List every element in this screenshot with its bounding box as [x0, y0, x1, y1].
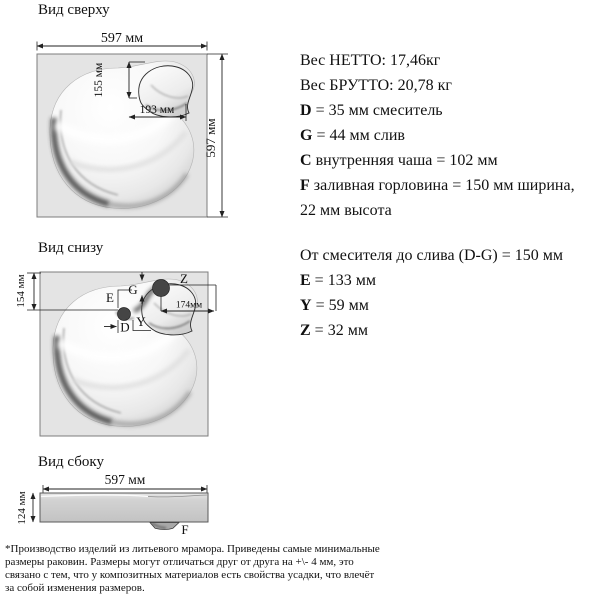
spec-value: = 44 мм слив: [312, 127, 405, 144]
label-d: D: [120, 319, 130, 335]
footnote: [5, 543, 425, 595]
label-g: G: [128, 282, 138, 297]
spec-line: [300, 173, 598, 198]
spec-key: Y: [300, 297, 312, 314]
dim-spout-width: 193 мм: [139, 104, 175, 116]
spec-line: [300, 48, 598, 73]
spec-line: [300, 98, 598, 123]
label-z: Z: [180, 271, 188, 286]
footnote-line: за собой изменения размеров.: [5, 582, 145, 594]
spec-key: F: [300, 177, 310, 194]
spec-line: [300, 268, 598, 293]
top-view-drawing: [28, 26, 250, 224]
drain-hole: [153, 280, 170, 297]
spec-line: [300, 123, 598, 148]
spec-key: C: [300, 152, 312, 169]
spec-key: D: [300, 102, 312, 119]
sink-body: [50, 61, 194, 209]
side-profile-body: [40, 493, 208, 522]
top-view-title: Вид сверху: [38, 2, 110, 18]
spec-line: [300, 198, 598, 223]
spec-value: внутренняя чаша = 102 мм: [311, 152, 498, 169]
footnote-line: *Производство изделий из литьевого мрамора. Приведены самые минимальные: [5, 543, 380, 555]
spec-value: От смесителя до слива (D-G) = 150 мм: [300, 247, 563, 264]
dim-side-height: 124 мм: [16, 491, 28, 525]
label-y: Y: [136, 314, 146, 329]
side-view-drawing: [8, 470, 240, 542]
spec-line: [300, 243, 598, 268]
spec-value: = 35 мм смеситель: [311, 102, 443, 119]
label-f: F: [181, 522, 189, 537]
spec-key: E: [300, 272, 311, 289]
spec-line: [300, 318, 598, 343]
label-e: E: [106, 290, 114, 305]
dim-top-width: 597 мм: [100, 31, 144, 46]
spec-value: Вес БРУТТО: 20,78 кг: [300, 77, 452, 94]
spec-line: [300, 293, 598, 318]
footnote-line: связано с тем, что у композитных материалов есть свойства усадки, что влечёт: [5, 569, 375, 581]
spec-value: = 32 мм: [310, 322, 368, 339]
spec-value: = 133 мм: [310, 272, 376, 289]
spec-key: G: [300, 127, 313, 144]
specs-block-2: [300, 243, 598, 343]
bottom-view-title: Вид снизу: [38, 240, 104, 256]
spec-value: 22 мм высота: [300, 202, 392, 219]
spec-line: [300, 73, 598, 98]
spec-line: [300, 148, 598, 173]
dim-spout-height: 155 мм: [93, 62, 105, 98]
spec-value: = 59 мм: [311, 297, 369, 314]
bottom-view-drawing: [8, 262, 240, 444]
spec-value: Вес НЕТТО: 17,46кг: [300, 52, 441, 69]
dim-top-height: 597 мм: [203, 118, 218, 158]
dim-side-width: 597 мм: [104, 472, 146, 487]
dim-bottom-left: 154 мм: [15, 274, 27, 308]
specs-block-1: [300, 48, 598, 223]
side-view-title: Вид сбоку: [38, 454, 104, 470]
footnote-line: размеры раковин. Размеры могут отличаться друг от друга на +\- 4 мм, это: [5, 556, 354, 568]
spec-value: заливная горловина = 150 мм ширина,: [309, 177, 575, 194]
spec-key: Z: [300, 322, 311, 339]
dim-hole-to-edge: 174мм: [175, 300, 203, 311]
